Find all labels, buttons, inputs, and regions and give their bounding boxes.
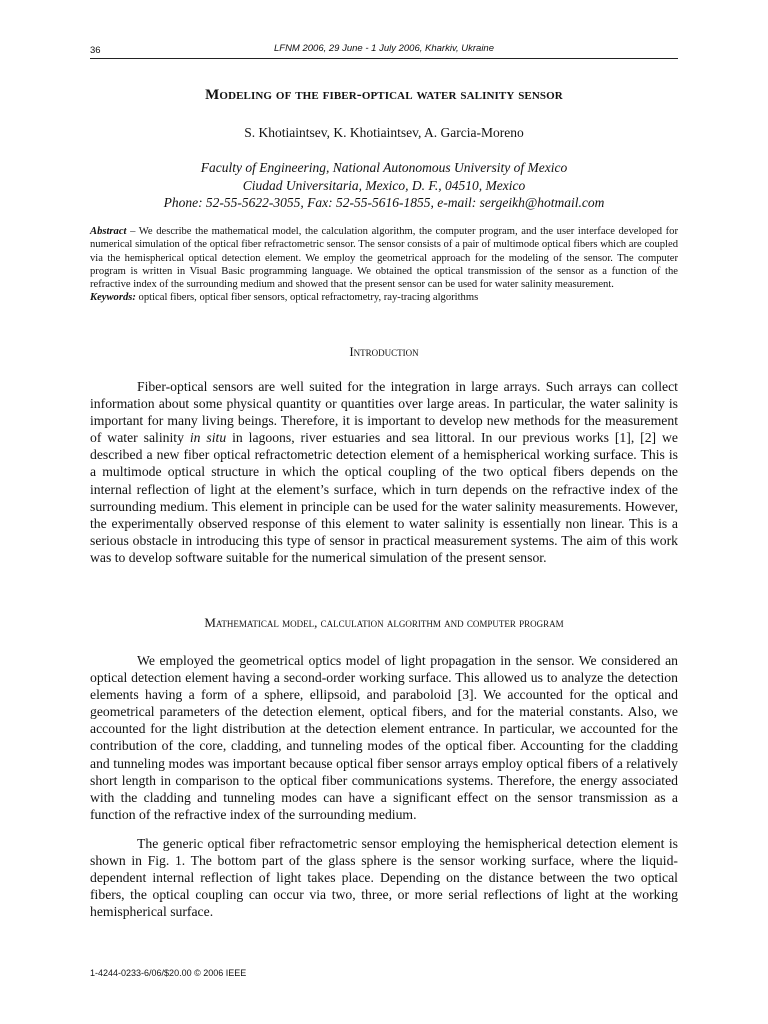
author-list: S. Khotiaintsev, K. Khotiaintsev, A. Garcia-Moreno: [244, 125, 524, 140]
paragraph-model-1: We employed the geometrical optics model of light propagation in the sensor. We considered an optical detection element having a second-order working surface. This allowed us to analyze the detection elements having a form of a sphere, ellipsoid, and paraboloid [3]. We accounted for the optical and geometrical parameters of the detection element, optical fibers, and for the material constants. Also, we accounted for the light distribution at the detection element entrance. In particular, we accounted for the contribution of the core, cladding, and tunneling modes of the optical fiber. Accounting for the cladding and tunneling modes was important because optical fiber sensor arrays employ optical fibers of a relatively short length in comparison to the optical fiber communications systems. Therefore, the energy associated with the cladding and tunneling modes can have a significant effect on the sensor transmission as a function of the refractive index of the surrounding medium.: [90, 653, 678, 822]
affiliation: [90, 159, 678, 212]
header-rule: [90, 58, 678, 59]
affiliation-line-1: Faculty of Engineering, National Autonomous University of Mexico: [200, 160, 568, 175]
page-number: 36: [90, 45, 101, 56]
abstract-label: Abstract: [90, 226, 127, 237]
affiliation-line-3: Phone: 52-55-5622-3055, Fax: 52-55-5616-1855, e-mail: sergeikh@hotmail.com: [163, 195, 605, 210]
abstract-text: – We describe the mathematical model, the calculation algorithm, the computer program, and the user interface developed for numerical simulation of the optical fiber refractometric sensor. The sensor consists of a pair of multimode optical fibers which are coupled via the hemispherical optical detection element. We employ the geometrical approach for the modeling of the sensor. The computer program is written in Visual Basic programming language. We obtained the optical transmission of the sensor as a function of the refractive index of the surrounding medium and showed that the present sensor can be used for water salinity measurement.: [90, 226, 678, 291]
paragraph-text: Fiber-optical sensors are well suited for the integration in large arrays. Such arrays can collect information about some physical quantity or quantities over large areas. In particular, the water salinity is important for many living beings. Therefore, it is important to develop new methods for the measurement of water salinity: [90, 379, 678, 446]
emphasis-text: in situ: [189, 430, 227, 446]
section-heading-introduction: Introduction: [349, 344, 419, 359]
section-heading-model: Mathematical model, calculation algorithm and computer program: [204, 615, 564, 630]
keywords-text: optical fibers, optical fiber sensors, optical refractometry, ray-tracing algorithms: [135, 292, 479, 304]
conference-info: LFNM 2006, 29 June - 1 July 2006, Kharkiv, Ukraine: [273, 43, 495, 54]
paragraph-model-2: The generic optical fiber refractometric sensor employing the hemispherical detection element is shown in Fig. 1. The bottom part of the glass sphere is the sensor working surface, where the liquid-dependent internal reflection of light takes place. Depending on the distance between the two optical fibers, the optical coupling can occur via two, three, or more serial reflections of light at the working hemispherical surface.: [90, 836, 678, 920]
paragraph-introduction: [90, 378, 678, 566]
running-header: [90, 43, 678, 59]
paragraph-text: in lagoons, river estuaries and sea littoral. In our previous works [1], [2] we described a new fiber optical refractometric detection element of a hemispherical working surface. This is a multimode optical structure in which the optical coupling of the two optical fibers depends on the internal reflection of light at the element’s surface, which in turn depends on the refractive index of the surrounding medium. This element in principle can be used for the water salinity measurements. However, the experimentally observed response of this element to water salinity is essentially non linear. This is a serious obstacle in introducing this type of sensor in practical measurement systems. The aim of this work was to develop software suitable for the numerical simulation of the present sensor.: [90, 430, 678, 565]
abstract: [90, 225, 678, 305]
paper-title: Modeling of the fiber-optical water salinity sensor: [205, 87, 563, 103]
copyright-footer: 1-4244-0233-6/06/$20.00 © 2006 IEEE: [90, 968, 247, 978]
keywords-label: Keywords:: [90, 292, 136, 304]
affiliation-line-2: Ciudad Universitaria, Mexico, D. F., 04510, Mexico: [242, 177, 526, 193]
